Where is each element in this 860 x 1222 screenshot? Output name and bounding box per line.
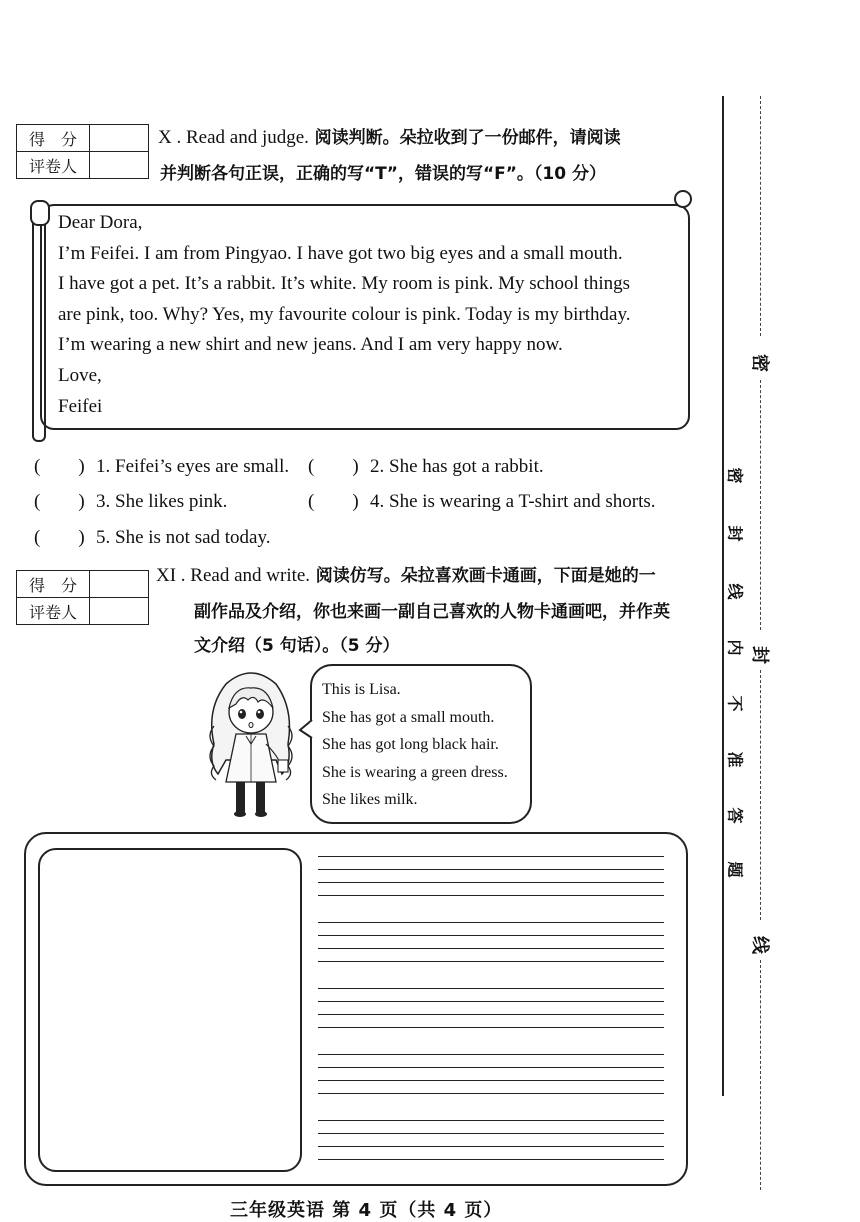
scroll-curl	[30, 200, 50, 226]
section-10-instructions: 阅读判断。朵拉收到了一份邮件，请阅读	[314, 128, 621, 148]
seal-notice-char: 密	[725, 467, 745, 484]
letter-line: I’m wearing a new shirt and new jeans. And I am very happy now.	[58, 334, 563, 356]
scroll-curl-right	[674, 190, 692, 208]
question-text: 4. She is wearing a T-shirt and shorts.	[370, 491, 656, 512]
section-11-heading-line2	[194, 594, 670, 630]
score-table-11	[16, 570, 149, 625]
section-10-instructions-2: 并判断各句正误，正确的写“T”，错误的写“F”。（10 分）	[160, 164, 606, 184]
letter-line: are pink, too. Why? Yes, my favourite colour is pink. Today is my birthday.	[58, 303, 631, 325]
section-11-heading-line3	[194, 628, 400, 664]
bubble-line: She is wearing a green dress.	[322, 763, 508, 781]
grader-cell[interactable]	[90, 598, 149, 625]
seal-notice-char: 准	[725, 751, 745, 768]
section-11-instructions-2: 副作品及介绍，你也来画一副自己喜欢的人物卡通画吧，并作英	[194, 602, 670, 622]
grader-label: 评卷人	[17, 598, 90, 625]
writing-line[interactable]	[318, 1093, 664, 1094]
page-footer: 三年级英语 第 4 页（共 4 页）	[230, 1200, 503, 1221]
question-text: 1. Feifei’s eyes are small.	[96, 456, 290, 477]
seal-notice-char: 题	[725, 861, 745, 878]
answer-blank[interactable]: ( )	[308, 456, 359, 477]
writing-line[interactable]	[318, 1120, 664, 1121]
seal-dashed-line	[760, 96, 761, 336]
writing-line[interactable]	[318, 869, 664, 870]
seal-dashed-line	[760, 960, 761, 1190]
writing-line[interactable]	[318, 988, 664, 989]
letter-body	[58, 208, 688, 422]
writing-line[interactable]	[318, 1133, 664, 1134]
question-text: 5. She is not sad today.	[96, 527, 271, 548]
letter-line: Love,	[58, 364, 102, 386]
letter-line: I have got a pet. It’s a rabbit. It’s white. My room is pink. My school things	[58, 273, 631, 295]
seal-notice-char: 不	[725, 695, 745, 712]
seal-dashed-line	[760, 380, 761, 630]
question-1	[34, 451, 289, 478]
seal-char: 密	[749, 354, 770, 372]
writing-line[interactable]	[318, 1001, 664, 1002]
seal-notice-char: 答	[725, 807, 745, 824]
writing-line[interactable]	[318, 856, 664, 857]
writing-line[interactable]	[318, 1027, 664, 1028]
seal-char: 封	[749, 646, 770, 664]
seal-dashed-line	[760, 670, 761, 920]
question-text: 2. She has got a rabbit.	[370, 456, 544, 477]
section-11-instructions-3: 文介绍（5 句话）。（5 分）	[194, 636, 400, 656]
section-11-title: XI . Read and write.	[156, 565, 311, 586]
writing-line[interactable]	[318, 1054, 664, 1055]
question-5	[34, 522, 271, 549]
answer-blank[interactable]: ( )	[308, 491, 359, 512]
drawing-area[interactable]	[38, 848, 302, 1172]
scroll-rod	[32, 218, 46, 442]
writing-line[interactable]	[318, 935, 664, 936]
score-table-10	[16, 124, 149, 179]
writing-line[interactable]	[318, 1067, 664, 1068]
section-10-heading-line2	[160, 156, 606, 192]
question-3	[34, 486, 227, 513]
seal-notice-char: 内	[725, 639, 745, 656]
section-10-title: X . Read and judge.	[158, 127, 309, 148]
section-11-heading-line1	[156, 558, 656, 594]
letter-line: I’m Feifei. I am from Pingyao. I have got two big eyes and a small mouth.	[58, 242, 623, 264]
letter-line: Dear Dora,	[58, 212, 143, 233]
score-cell[interactable]	[90, 571, 149, 598]
writing-line[interactable]	[318, 1159, 664, 1160]
grader-label: 评卷人	[17, 152, 90, 179]
answer-blank[interactable]: ( )	[34, 491, 85, 512]
bubble-line: She has got long black hair.	[322, 736, 499, 753]
section-11-instructions: 阅读仿写。朵拉喜欢画卡通画，下面是她的一	[315, 566, 656, 586]
question-4	[308, 486, 656, 513]
question-text: 3. She likes pink.	[96, 491, 228, 512]
seal-notice-char: 封	[725, 525, 745, 542]
grader-cell[interactable]	[90, 152, 149, 179]
cartoon-girl-illustration	[196, 664, 306, 820]
seal-notice-char: 线	[725, 583, 745, 600]
writing-line[interactable]	[318, 895, 664, 896]
bubble-line: She likes milk.	[322, 791, 418, 808]
writing-line[interactable]	[318, 1146, 664, 1147]
letter-line: Feifei	[58, 395, 103, 417]
section-10-heading-line1	[158, 120, 621, 156]
bubble-line: She has got a small mouth.	[322, 708, 495, 726]
bubble-line: This is Lisa.	[322, 681, 401, 698]
writing-line[interactable]	[318, 922, 664, 923]
writing-line[interactable]	[318, 1080, 664, 1081]
speech-bubble-tail	[298, 718, 314, 740]
question-2	[308, 451, 544, 478]
answer-blank[interactable]: ( )	[34, 527, 85, 548]
seal-char: 线	[749, 936, 770, 954]
writing-line[interactable]	[318, 1014, 664, 1015]
writing-line[interactable]	[318, 961, 664, 962]
writing-line[interactable]	[318, 882, 664, 883]
answer-blank[interactable]: ( )	[34, 456, 85, 477]
score-label: 得 分	[17, 125, 90, 152]
score-label: 得 分	[17, 571, 90, 598]
writing-line[interactable]	[318, 948, 664, 949]
score-cell[interactable]	[90, 125, 149, 152]
example-description	[322, 676, 508, 814]
